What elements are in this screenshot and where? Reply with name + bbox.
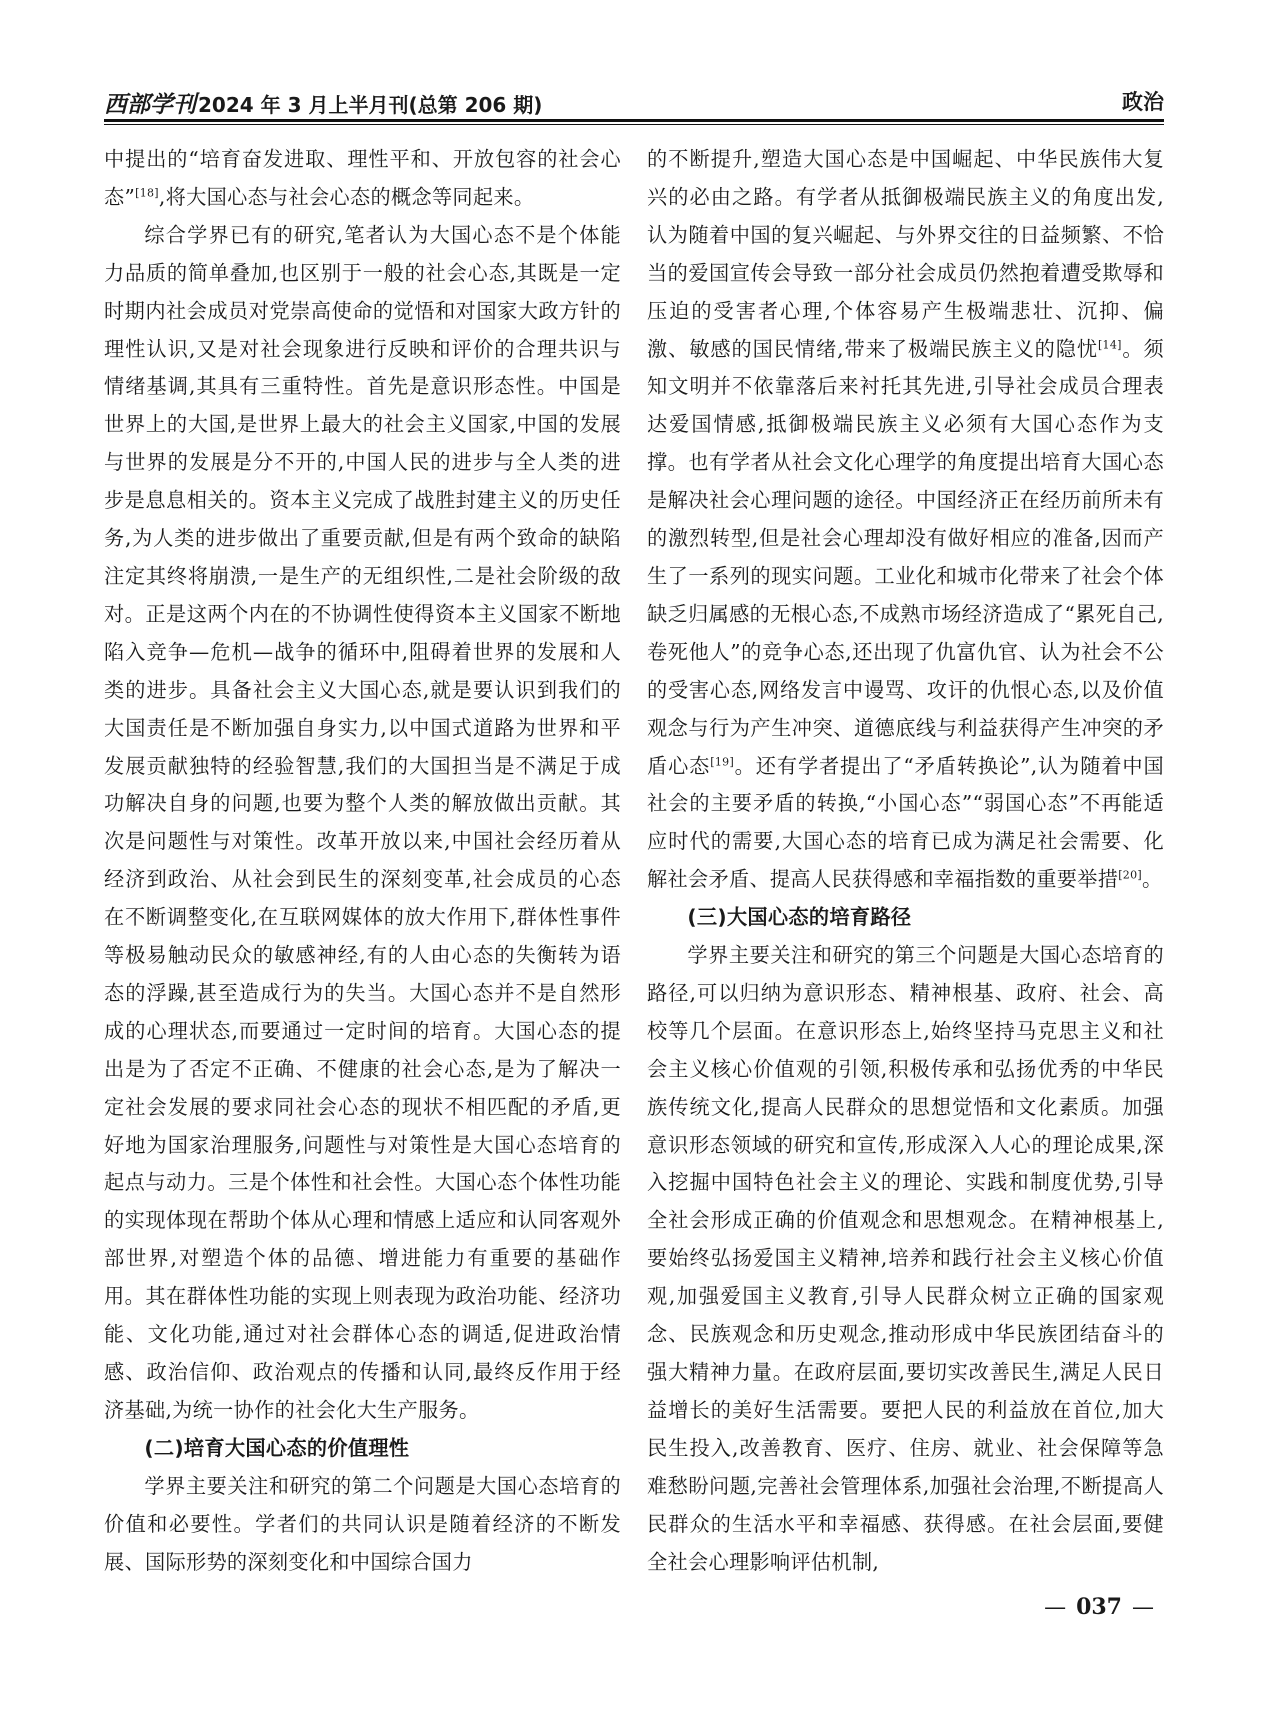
citation-ref: [19] (710, 754, 735, 768)
journal-masthead (104, 86, 542, 119)
citation-ref: [20] (1118, 868, 1142, 882)
citation-ref: [18] (135, 186, 159, 200)
left-column (104, 141, 621, 1581)
text-run: ,将大国心态与社会心态的概念等同起来。 (158, 184, 535, 209)
header-rule-thick (104, 119, 1164, 122)
text-run: 。须知文明并不依靠落后来衬托其先进,引导社会成员合理表达爱国情感,抵御极端民族主义必须有大国心态作为支撑。也有学者从社会文化心理学的角度提出培育大国心态是解决社会心理问题的途径。中国经济正在经历前所未有的激烈转型,但是社会心理却没有做好相应的准备,因而产生了一系列的现实问题。工业化和城市化带来了社会个体缺乏归属感的无根心态,不成熟市场经济造成了“累死自己,卷死他人”的竞争心态,还出现了仇富仇官、认为社会不公的受害心态,网络发言中谩骂、攻讦的仇恨心态,以及价值观念与行为产生冲突、道德底线与利益获得产生冲突的矛盾心态 (647, 336, 1164, 778)
paragraph: 综合学界已有的研究,笔者认为大国心态不是个体能力品质的简单叠加,也区别于一般的社会心态,其既是一定时期内社会成员对党崇高使命的觉悟和对国家大政方针的理性认识,又是对社会现象进行反映和评价的合理共识与情绪基调,其具有三重特性。首先是意识形态性。中国是世界上的大国,是世界上最大的社会主义国家,中国的发展与世界的发展是分不开的,中国人民的进步与全人类的进步是息息相关的。资本主义完成了战胜封建主义的历史任务,为人类的进步做出了重要贡献,但是有两个致命的缺陷注定其终将崩溃,一是生产的无组织性,二是社会阶级的敌对。正是这两个内在的不协调性使得资本主义国家不断地陷入竞争—危机—战争的循环中,阻碍着世界的发展和人类的进步。具备社会主义大国心态,就是要认识到我们的大国责任是不断加强自身实力,以中国式道路为世界和平发展贡献独特的经验智慧,我们的大国担当是不满足于成功解决自身的问题,也要为整个人类的解放做出贡献。其次是问题性与对策性。改革开放以来,中国社会经历着从经济到政治、从社会到民生的深刻变革,社会成员的心态在不断调整变化,在互联网媒体的放大作用下,群体性事件等极易触动民众的敏感神经,有的人由心态的失衡转为语态的浮躁,甚至造成行为的失当。大国心态并不是自然形成的心理状态,而要通过一定时间的培育。大国心态的提出是为了否定不正确、不健康的社会心态,是为了解决一定社会发展的要求同社会心态的现状不相匹配的矛盾,更好地为国家治理服务,问题性与对策性是大国心态培育的起点与动力。三是个体性和社会性。大国心态个体性功能的实现体现在帮助个体从心理和情感上适应和认同客观外部世界,对塑造个体的品德、增进能力有重要的基础作用。其在群体性功能的实现上则表现为政治功能、经济功能、文化功能,通过对社会群体心态的调适,促进政治情感、政治信仰、政治观点的传播和认同,最终反作用于经济基础,为统一协作的社会化大生产服务。 (104, 222, 621, 1422)
paragraph (647, 141, 1164, 899)
page-number: 037 (1076, 1594, 1122, 1620)
footer-dash: — (1132, 1595, 1154, 1620)
header-rule-thin (104, 124, 1164, 125)
section-heading: (二)培育大国心态的价值理性 (144, 1435, 410, 1460)
text-run: 。 (1142, 867, 1163, 892)
journal-logo: 西部学刊 (104, 91, 196, 118)
footer-dash: — (1044, 1595, 1067, 1620)
text-run: 的不断提升,塑造大国心态是中国崛起、中华民族伟大复兴的必由之路。有学者从抵御极端民族主义的角度出发,认为随着中国的复兴崛起、与外界交往的日益频繁、不恰当的爱国宣传会导致一部分社会成员仍然抱着遭受欺辱和压迫的受害者心理,个体容易产生极端悲壮、沉抑、偏激、敏感的国民情绪,带来了极端民族主义的隐忧 (647, 147, 1164, 361)
paragraph: 学界主要关注和研究的第二个问题是大国心态培育的价值和必要性。学者们的共同认识是随着经济的不断发展、国际形势的深刻变化和中国综合国力 (104, 1473, 621, 1574)
right-column (647, 141, 1164, 1581)
page-footer (1034, 1594, 1164, 1620)
section-label: 政治 (1122, 90, 1164, 114)
issue-info: 2024 年 3 月上半月刊(总第 206 期) (198, 93, 543, 117)
paragraph (104, 141, 621, 217)
text-run: 中提出的“培育奋发进取、理性平和、开放包容的社会心态” (104, 147, 621, 209)
citation-ref: [14] (1097, 337, 1122, 351)
paragraph: 学界主要关注和研究的第三个问题是大国心态培育的路径,可以归纳为意识形态、精神根基、政府、社会、高校等几个层面。在意识形态上,始终坚持马克思主义和社会主义核心价值观的引领,积极传承和弘扬优秀的中华民族传统文化,提高人民群众的思想觉悟和文化素质。加强意识形态领域的研究和宣传,形成深入人心的理论成果,深入挖掘中国特色社会主义的理论、实践和制度优势,引导全社会形成正确的价值观念和思想观念。在精神根基上,要始终弘扬爱国主义精神,培养和践行社会主义核心价值观,加强爱国主义教育,引导人民群众树立正确的国家观念、民族观念和历史观念,推动形成中华民族团结奋斗的强大精神力量。在政府层面,要切实改善民生,满足人民日益增长的美好生活需要。要把人民的利益放在首位,加大民生投入,改善教育、医疗、住房、就业、社会保障等急难愁盼问题,完善社会管理体系,加强社会治理,不断提高人民群众的生活水平和幸福感、获得感。在社会层面,要健全社会心理影响评估机制, (647, 943, 1164, 1574)
text-run: 。还有学者提出了“矛盾转换论”,认为随着中国社会的主要矛盾的转换,“小国心态”“弱国心态”不再能适应时代的需要,大国心态的培育已成为满足社会需要、化解社会矛盾、提高人民获得感和幸福指数的重要举措 (647, 753, 1164, 892)
section-heading: (三)大国心态的培育路径 (687, 905, 912, 930)
